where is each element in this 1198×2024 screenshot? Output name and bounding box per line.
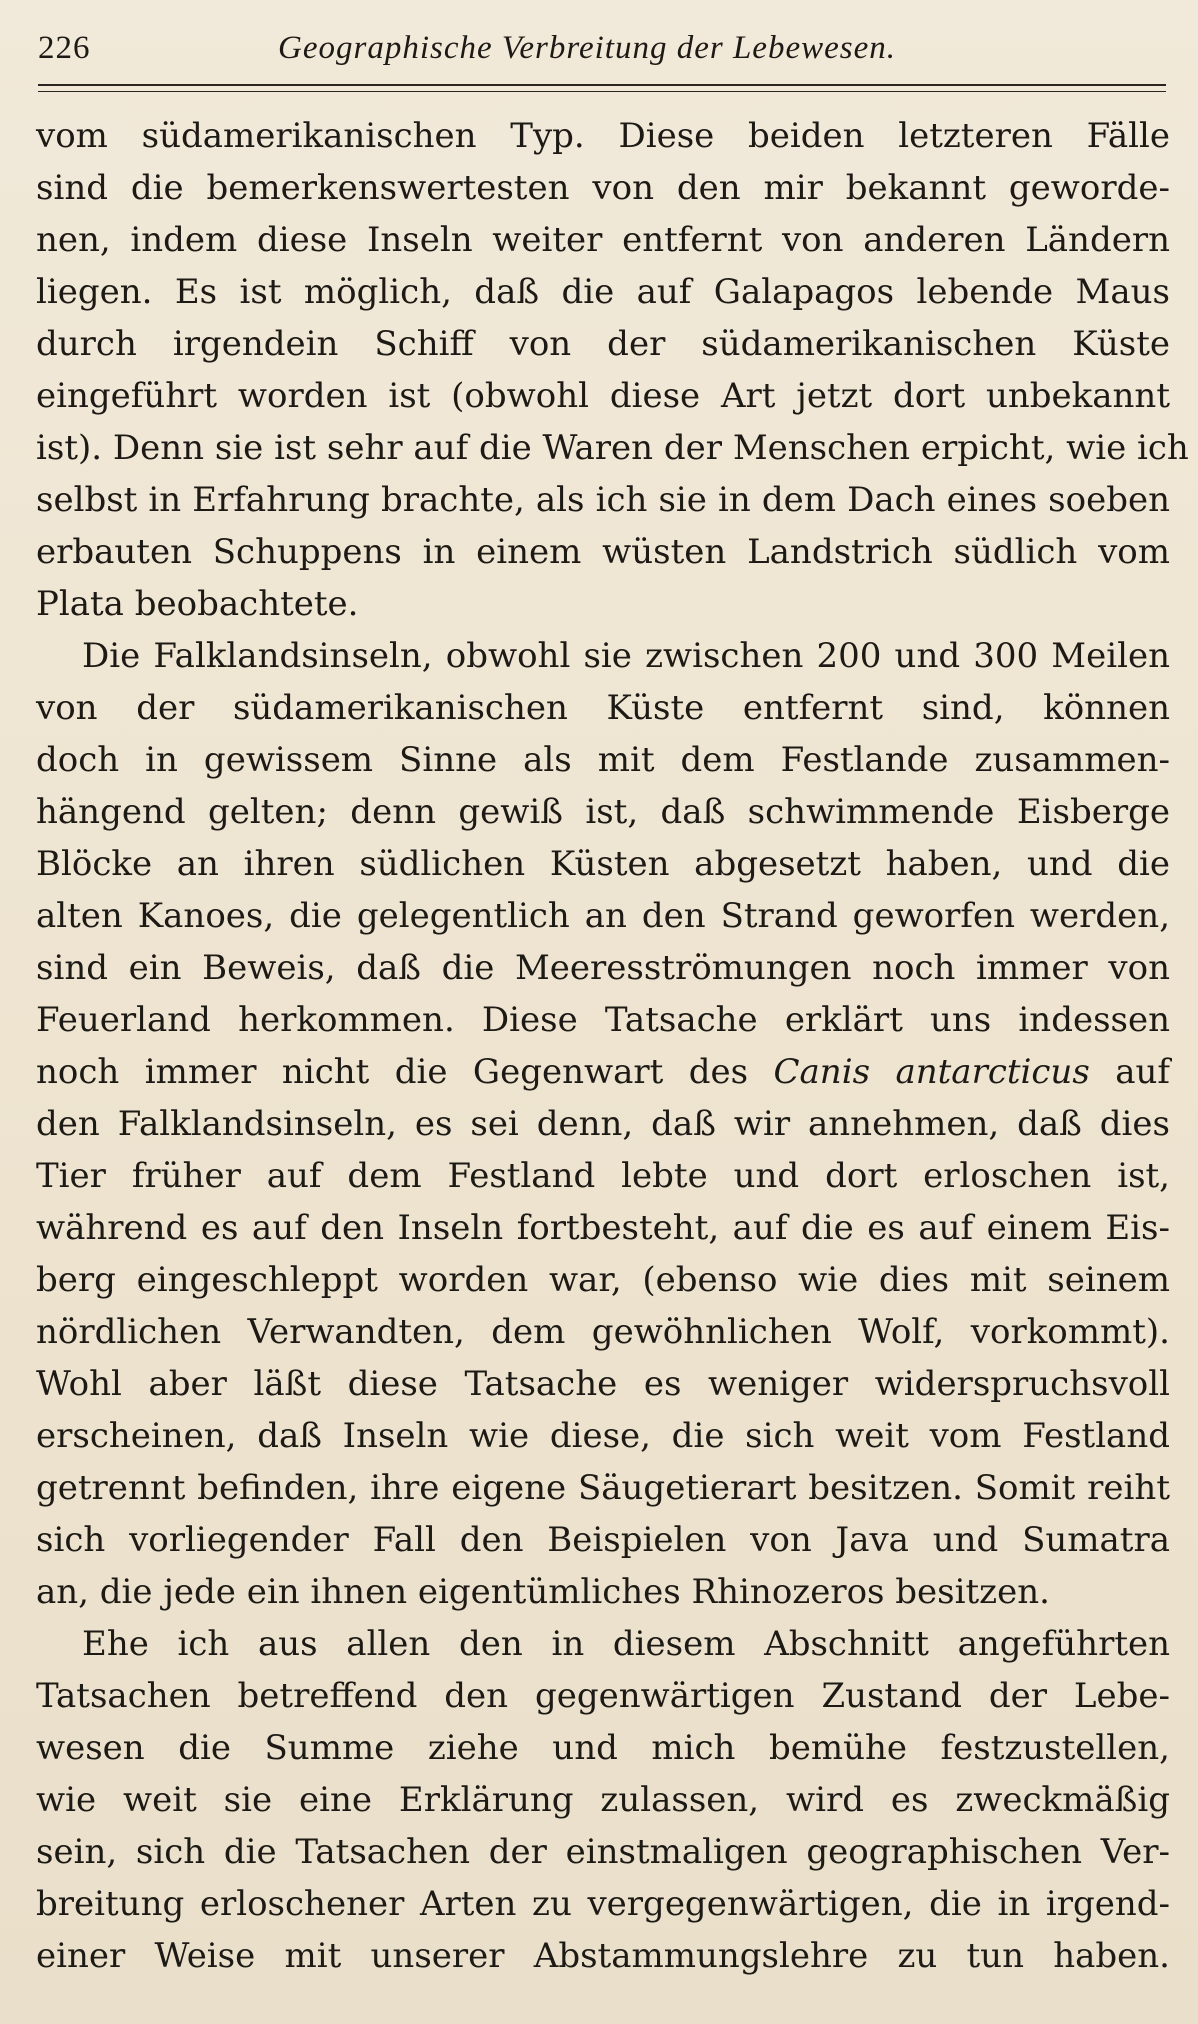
text-line: ist). Denn sie ist sehr auf die Waren der Menschen erpicht, wie ich (36, 428, 1189, 468)
text-line: getrennt befinden, ihre eigene Säugetierart besitzen. Somit reiht (36, 1468, 1170, 1508)
text-line: selbst in Erfahrung brachte, als ich sie in dem Dach eines soeben (36, 480, 1170, 520)
text-line: breitung erloschener Arten zu vergegenwärtigen, die in irgend- (36, 1884, 1170, 1924)
header-rule-thin (38, 91, 1166, 92)
paragraph-1 (36, 110, 1189, 630)
text-line: liegen. Es ist möglich, daß die auf Galapagos lebende Maus (36, 272, 1170, 312)
text-line: von der südamerikanischen Küste entfernt sind, können (36, 688, 1170, 728)
text-line: alten Kanoes, die gelegentlich an den Strand geworfen werden, (36, 896, 1170, 936)
text-line: sich vorliegender Fall den Beispielen von Java und Sumatra (36, 1520, 1170, 1560)
text-segment: auf (1115, 1052, 1171, 1092)
running-title: Geographische Verbreitung der Lebewesen. (278, 30, 896, 66)
text-line: sind ein Beweis, daß die Meeresströmungen noch immer von (36, 948, 1170, 988)
header-rule (38, 84, 1166, 86)
text-line: Die Falklandsinseln, obwohl sie zwischen 200 und 300 Meilen (82, 636, 1170, 676)
text-line: während es auf den Inseln fortbesteht, auf die es auf einem Eis- (36, 1208, 1170, 1248)
page-header (38, 30, 1166, 74)
text-line: Tatsachen betreffend den gegenwärtigen Zustand der Lebe- (36, 1676, 1170, 1716)
text-line: sind die bemerkenswertesten von den mir bekannt geworde- (36, 168, 1170, 208)
paragraph-2 (36, 630, 1170, 1618)
text-line: erbauten Schuppens in einem wüsten Landstrich südlich vom (36, 532, 1170, 572)
text-line: nen, indem diese Inseln weiter entfernt von anderen Ländern (36, 220, 1170, 260)
text-line: vom südamerikanischen Typ. Diese beiden letzteren Fälle (36, 116, 1170, 156)
text-segment: noch immer nicht die Gegenwart des (36, 1052, 749, 1092)
text-line: Feuerland herkommen. Diese Tatsache erklärt uns indessen (36, 1000, 1170, 1040)
paragraph-3 (36, 1618, 1170, 1982)
text-line: sein, sich die Tatsachen der einstmaligen geographischen Ver- (36, 1832, 1170, 1872)
text-line: an, die jede ein ihnen eigentümliches Rhinozeros besitzen. (36, 1572, 1050, 1612)
text-line-with-italic (36, 1046, 1170, 1098)
text-line: Tier früher auf dem Festland lebte und dort erloschen ist, (36, 1156, 1170, 1196)
text-line: erscheinen, daß Inseln wie diese, die sich weit vom Festland (36, 1416, 1170, 1456)
text-line: durch irgendein Schiff von der südamerikanischen Küste (36, 324, 1170, 364)
text-line: wesen die Summe ziehe und mich bemühe festzustellen, (36, 1728, 1170, 1768)
body-text (36, 110, 1189, 1982)
text-line: hängend gelten; denn gewiß ist, daß schwimmende Eisberge (36, 792, 1170, 832)
text-line: berg eingeschleppt worden war, (ebenso wie dies mit seinem (36, 1260, 1170, 1300)
text-line: doch in gewissem Sinne als mit dem Festlande zusammen- (36, 740, 1170, 780)
text-line: nördlichen Verwandten, dem gewöhnlichen Wolf, vorkommt). (36, 1312, 1170, 1352)
text-line: wie weit sie eine Erklärung zulassen, wird es zweckmäßig (36, 1780, 1170, 1820)
text-line: einer Weise mit unserer Abstammungslehre zu tun haben. (36, 1936, 1170, 1976)
page-number: 226 (38, 30, 91, 66)
text-line: eingeführt worden ist (obwohl diese Art jetzt dort unbekannt (36, 376, 1170, 416)
text-line: den Falklandsinseln, es sei denn, daß wir annehmen, daß dies (36, 1104, 1170, 1144)
text-line: Wohl aber läßt diese Tatsache es weniger widerspruchsvoll (36, 1364, 1170, 1404)
species-name: Canis antarcticus (773, 1052, 1090, 1092)
text-line: Plata beobachtete. (36, 584, 359, 624)
text-line: Ehe ich aus allen den in diesem Abschnitt angeführten (82, 1624, 1170, 1664)
text-line: Blöcke an ihren südlichen Küsten abgesetzt haben, und die (36, 844, 1170, 884)
